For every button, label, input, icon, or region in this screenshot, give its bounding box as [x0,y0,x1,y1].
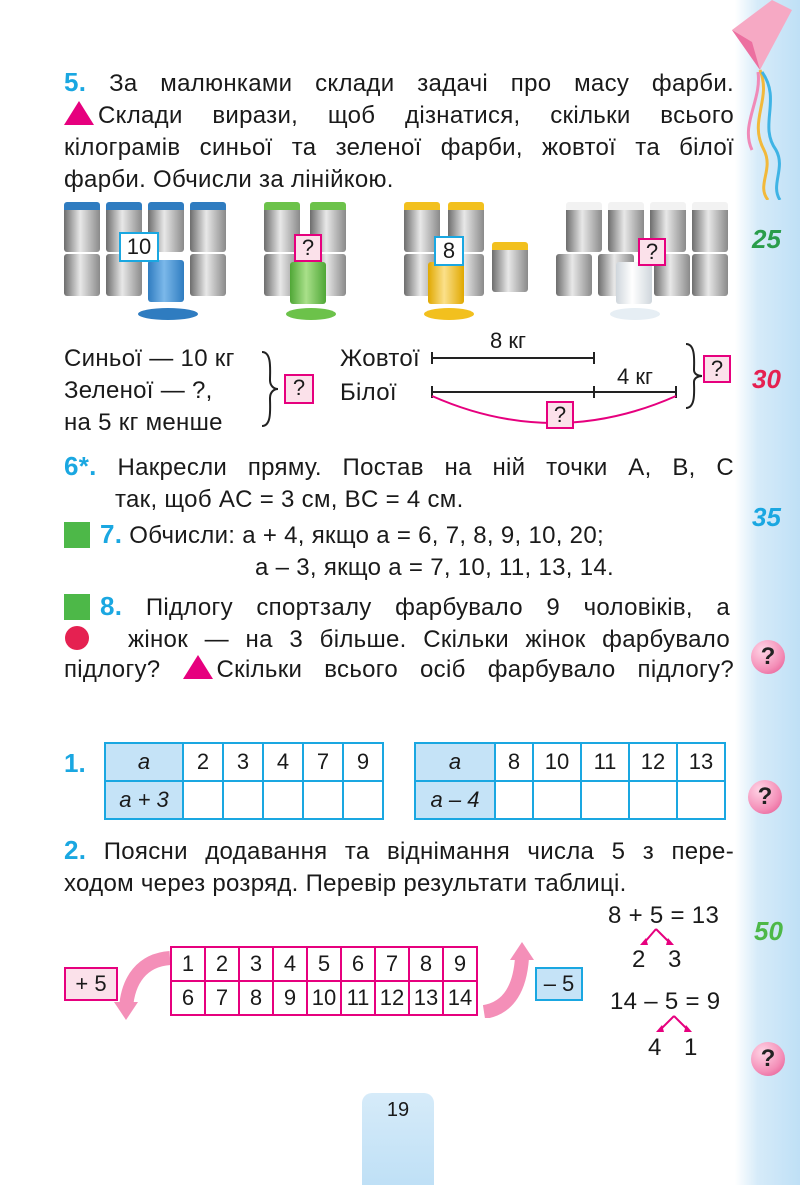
page-number: 19 [362,1093,434,1185]
triangle-icon [64,101,94,125]
task-number: 8. [100,591,123,621]
question-ball-icon: ? [751,1042,785,1076]
yellow-label: Жовтої [340,345,420,372]
white-label: Білої [340,379,397,406]
yellow-mass-label: 8 [434,236,464,266]
answer-box: ? [284,374,314,404]
segment-4kg-label: 4 кг [617,364,653,389]
brace-icon [258,350,282,428]
task-number: 5. [64,67,87,97]
green-mass-label: ? [294,234,322,262]
equation-subtraction-part-1: 4 [648,1034,662,1061]
minus-five-label: – 5 [535,967,583,1001]
triangle-icon [183,655,213,679]
question-ball-icon: ? [748,780,782,814]
split-arrows-icon [648,1012,708,1034]
table-a-minus-4: a 8 10 11 12 13 a – 4 [414,742,726,820]
plus-five-label: + 5 [64,967,118,1001]
task5-text: 5. За малюнками склади задачі про масу фарби. Склади вирази, щоб дізнатися, скільки всього кілограмів синьої та зеленої фарби, жовтої та білої фарби. Обчисли за лінійкою. [64,67,734,193]
white-mass-label: ? [638,238,666,266]
red-circle-icon [65,626,89,650]
margin-mark-50: 50 [754,916,783,946]
white-answer-box: ? [546,401,574,429]
equation-subtraction: 14 – 5 = 9 [610,988,721,1015]
task-number: 7. [100,519,123,549]
margin-mark-30: 30 [752,364,781,394]
task8-line3: підлогу? Скільки всього осіб фарбувало підлогу? [64,656,735,683]
exercise-number: 1. [64,748,86,778]
white-paint-cans [556,198,732,320]
right-curved-arrow-icon [480,942,536,1018]
blue-green-condition: Синьої — 10 кг Зеленої — ?, на 5 кг менше [64,345,235,436]
green-square-icon [64,522,90,548]
exercise-number: 2. [64,835,87,865]
addition-table: 1 2 3 4 5 6 7 8 9 6 7 8 9 10 11 12 13 14 [170,946,478,1016]
yellow-paint-cans [404,198,534,320]
equation-addition: 8 + 5 = 13 [608,902,720,929]
task8-text: 8. Підлогу спортзалу фарбувало 9 чоловіків, а жінок — на 3 більше. Скільки жінок фарбувало [100,591,731,653]
exercise2-text: 2. Поясни додавання та віднімання числа 5 з пере- ходом через розряд. Перевір результати таблиці. [64,835,734,897]
blue-mass-label: 10 [119,232,159,262]
equation-subtraction-part-2: 1 [684,1034,698,1061]
blue-paint-cans [64,198,234,320]
task7-text: 7. Обчисли: a + 4, якщо a = 6, 7, 8, 9, 10, 20; a – 3, якщо a = 7, 10, 11, 13, 14. [100,519,614,581]
equation-addition-part-2: 3 [668,946,682,973]
margin-mark-35: 35 [752,502,781,532]
segment-8kg-label: 8 кг [490,328,526,353]
total-answer-box: ? [703,355,731,383]
table-a-plus-3: a 2 3 4 7 9 a + 3 [104,742,384,820]
margin-mark-25: 25 [752,224,781,254]
task6-text: 6*. Накресли пряму. Постав на ній точки A, B, C так, щоб AC = 3 см, BC = 4 см. [64,451,734,513]
question-ball-icon: ? [751,640,785,674]
green-paint-cans [264,198,354,320]
left-curved-arrow-icon [112,950,172,1022]
task-number: 6*. [64,451,97,481]
green-square-icon [64,594,90,620]
equation-addition-part-1: 2 [632,946,646,973]
